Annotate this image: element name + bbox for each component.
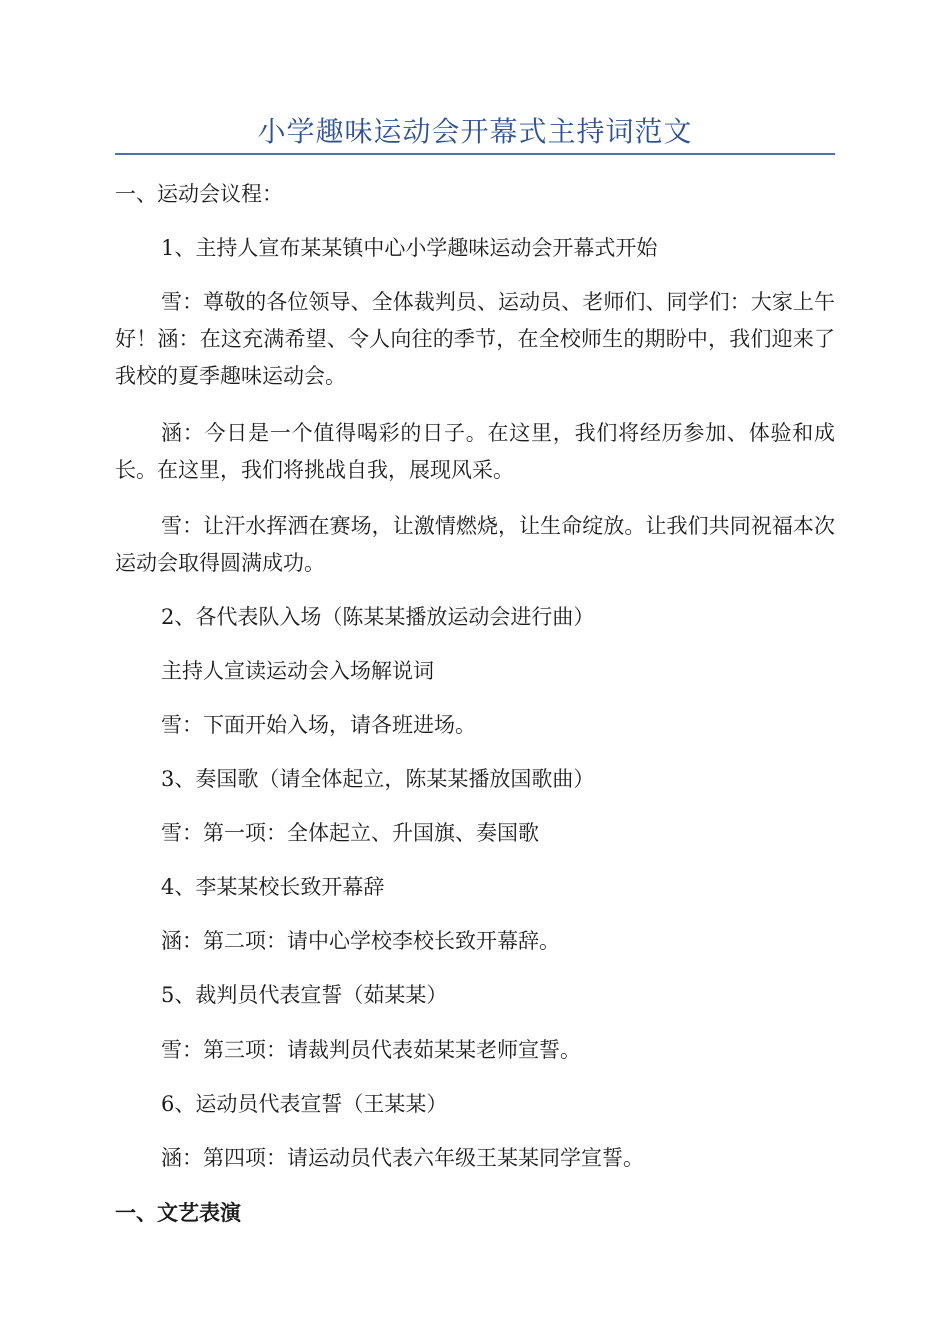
agenda-item-6: 6、运动员代表宣誓（王某某） <box>161 1092 448 1116</box>
host-speech-paragraph: 雪：第一项：全体起立、升国旗、奏国歌 <box>161 821 539 845</box>
host-speech-paragraph: 雪：让汗水挥洒在赛场，让激情燃烧，让生命绽放。让我们共同祝福本次运动会取得圆满成功。 <box>115 514 835 575</box>
host-speech-paragraph: 主持人宣读运动会入场解说词 <box>161 659 434 683</box>
agenda-item-2: 2、各代表队入场（陈某某播放运动会进行曲） <box>161 605 595 629</box>
host-speech-paragraph: 涵：第二项：请中心学校李校长致开幕辞。 <box>161 929 560 953</box>
section-heading-performance: 一、文艺表演 <box>115 1200 241 1225</box>
host-speech-paragraph: 雪：下面开始入场，请各班进场。 <box>161 713 476 737</box>
host-speech-paragraph: 雪：尊敬的各位领导、全体裁判员、运动员、老师们、同学们：大家上午好！涵：在这充满希望、令人向往的季节，在全校师生的期盼中，我们迎来了我校的夏季趣味运动会。 <box>115 290 835 388</box>
section-heading-agenda: 一、运动会议程： <box>115 182 283 206</box>
host-speech-paragraph: 涵：第四项：请运动员代表六年级王某某同学宣誓。 <box>161 1146 644 1170</box>
document-title: 小学趣味运动会开幕式主持词范文 <box>257 115 693 148</box>
agenda-item-4: 4、李某某校长致开幕辞 <box>161 875 385 899</box>
host-speech-paragraph: 涵：今日是一个值得喝彩的日子。在这里，我们将经历参加、体验和成长。在这里，我们将挑战自我，展现风采。 <box>115 421 835 482</box>
agenda-item-1: 1、主持人宣布某某镇中心小学趣味运动会开幕式开始 <box>161 236 658 260</box>
agenda-item-3: 3、奏国歌（请全体起立，陈某某播放国歌曲） <box>161 767 595 791</box>
agenda-item-5: 5、裁判员代表宣誓（茹某某） <box>161 983 448 1007</box>
title-underline <box>115 153 835 155</box>
host-speech-paragraph: 雪：第三项：请裁判员代表茹某某老师宣誓。 <box>161 1038 581 1062</box>
